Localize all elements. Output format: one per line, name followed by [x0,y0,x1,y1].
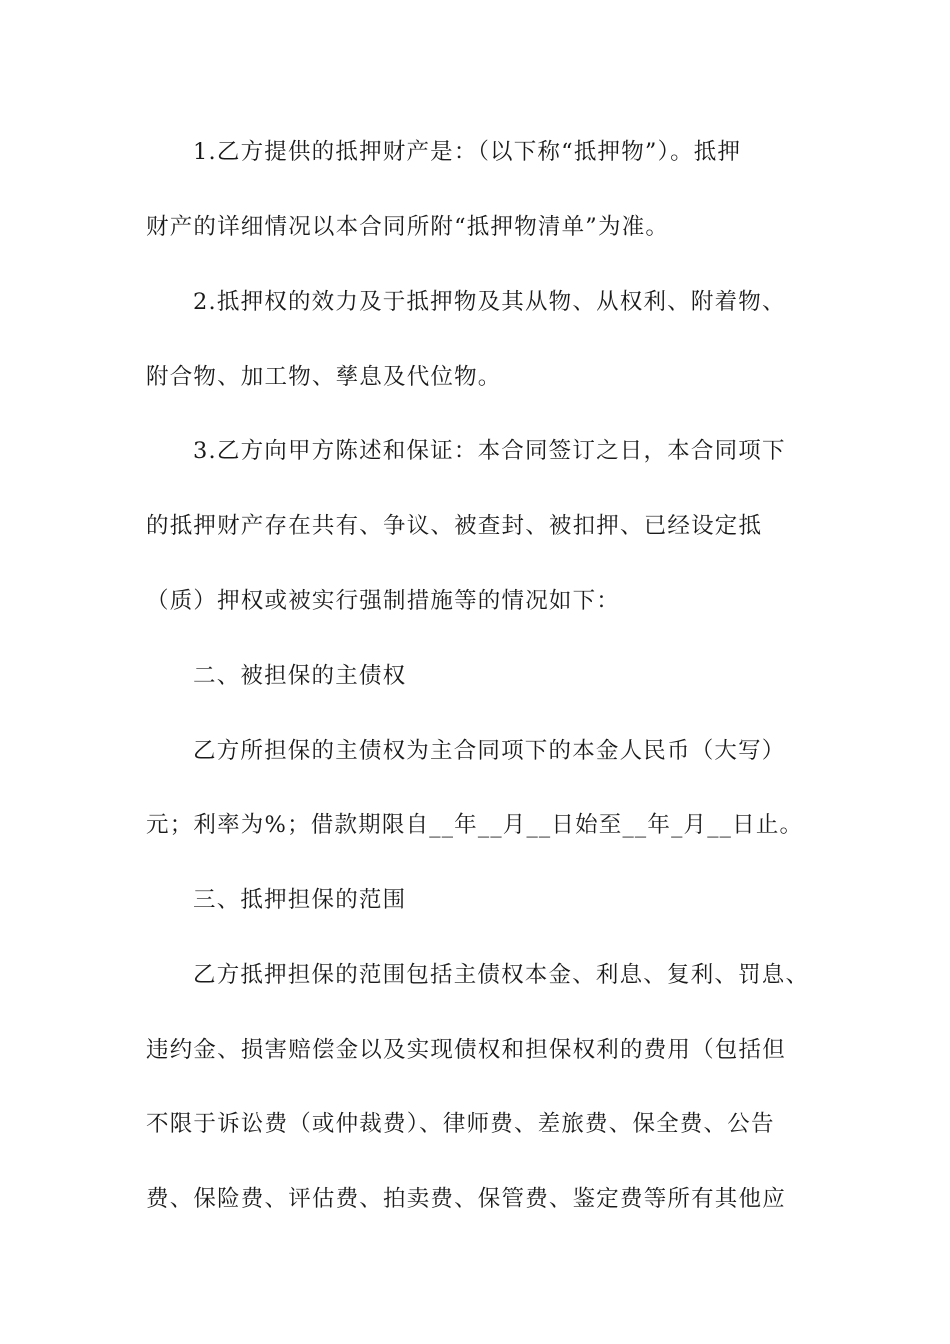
paragraph-1-line-1: 1.乙方提供的抵押财产是：（以下称“抵押物”）。抵押 [193,139,742,165]
paragraph-3-line-3: （质）押权或被实行强制措施等的情况如下： [146,588,621,614]
paragraph-5-line-3: 不限于诉讼费（或仲裁费）、律师费、差旅费、保全费、公告 [146,1111,775,1137]
section-heading-3: 三、抵押担保的范围 [193,887,407,913]
section-heading-2: 二、被担保的主债权 [193,663,407,689]
paragraph-3-line-2: 的抵押财产存在共有、争议、被查封、被扣押、已经设定抵 [146,513,763,539]
paragraph-4-line-2: 元；利率为%；借款期限自__年__月__日始至__年_月__日止。 [146,812,804,838]
paragraph-1-line-2: 财产的详细情况以本合同所附“抵押物清单”为准。 [146,214,670,240]
paragraph-2-line-1: 2.抵押权的效力及于抵押物及其从物、从权利、附着物、 [193,289,786,315]
paragraph-4-line-1: 乙方所担保的主债权为主合同项下的本金人民币（大写） [193,738,786,764]
paragraph-5-line-1: 乙方抵押担保的范围包括主债权本金、利息、复利、罚息、 [193,962,810,988]
paragraph-5-line-2: 违约金、损害赔偿金以及实现债权和担保权利的费用（包括但 [146,1037,786,1063]
paragraph-2-line-2: 附合物、加工物、孳息及代位物。 [146,364,502,390]
paragraph-3-line-1: 3.乙方向甲方陈述和保证：本合同签订之日，本合同项下 [193,438,786,464]
paragraph-5-line-4: 费、保险费、评估费、拍卖费、保管费、鉴定费等所有其他应 [146,1186,786,1212]
